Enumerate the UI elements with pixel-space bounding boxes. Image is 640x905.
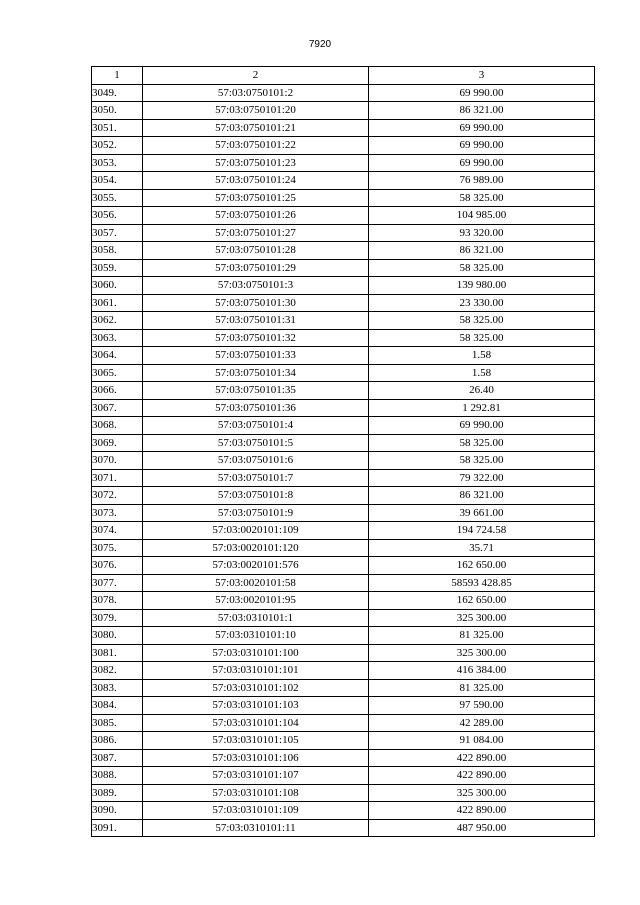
cadastral-value: 325 300.00 — [369, 609, 595, 627]
table-row — [92, 749, 595, 767]
table-row — [92, 399, 595, 417]
cadastral-value: 35.71 — [369, 539, 595, 557]
table-row — [92, 592, 595, 610]
cadastral-value: 325 300.00 — [369, 644, 595, 662]
row-number: 3076. — [92, 557, 143, 575]
row-number: 3077. — [92, 574, 143, 592]
row-number: 3067. — [92, 399, 143, 417]
cadastral-number: 57:03:0310101:103 — [143, 697, 369, 715]
table-row — [92, 294, 595, 312]
cadastral-number: 57:03:0750101:29 — [143, 259, 369, 277]
table-row — [92, 277, 595, 295]
table-row — [92, 119, 595, 137]
row-number: 3089. — [92, 784, 143, 802]
cadastral-number: 57:03:0310101:105 — [143, 732, 369, 750]
cadastral-number: 57:03:0750101:27 — [143, 224, 369, 242]
table-row — [92, 819, 595, 837]
cadastral-number: 57:03:0310101:1 — [143, 609, 369, 627]
cadastral-value: 325 300.00 — [369, 784, 595, 802]
cadastral-number: 57:03:0310101:11 — [143, 819, 369, 837]
table-row — [92, 137, 595, 155]
cadastral-number: 57:03:0750101:31 — [143, 312, 369, 330]
table-row — [92, 732, 595, 750]
row-number: 3071. — [92, 469, 143, 487]
table-row — [92, 557, 595, 575]
cadastral-number: 57:03:0750101:21 — [143, 119, 369, 137]
cadastral-value: 91 084.00 — [369, 732, 595, 750]
cadastral-number: 57:03:0310101:106 — [143, 749, 369, 767]
table-row — [92, 504, 595, 522]
cadastral-number: 57:03:0310101:102 — [143, 679, 369, 697]
row-number: 3079. — [92, 609, 143, 627]
row-number: 3073. — [92, 504, 143, 522]
cadastral-number: 57:03:0750101:5 — [143, 434, 369, 452]
cadastral-value: 69 990.00 — [369, 154, 595, 172]
cadastral-value: 58 325.00 — [369, 312, 595, 330]
cadastral-number: 57:03:0750101:23 — [143, 154, 369, 172]
cadastral-number: 57:03:0310101:10 — [143, 627, 369, 645]
cadastral-number: 57:03:0750101:28 — [143, 242, 369, 260]
cadastral-value: 86 321.00 — [369, 102, 595, 120]
cadastral-number: 57:03:0310101:109 — [143, 802, 369, 820]
table-body — [92, 84, 595, 837]
cadastral-value: 93 320.00 — [369, 224, 595, 242]
cadastral-value: 422 890.00 — [369, 749, 595, 767]
cadastral-value: 81 325.00 — [369, 627, 595, 645]
table-row — [92, 312, 595, 330]
cadastral-value: 69 990.00 — [369, 119, 595, 137]
cadastral-value: 162 650.00 — [369, 592, 595, 610]
row-number: 3090. — [92, 802, 143, 820]
cadastral-value: 58 325.00 — [369, 259, 595, 277]
table-row — [92, 207, 595, 225]
cadastral-value: 97 590.00 — [369, 697, 595, 715]
cadastral-value: 69 990.00 — [369, 137, 595, 155]
cadastral-value: 58 325.00 — [369, 189, 595, 207]
cadastral-number: 57:03:0750101:26 — [143, 207, 369, 225]
table-header — [92, 67, 595, 85]
row-number: 3054. — [92, 172, 143, 190]
cadastral-value: 86 321.00 — [369, 487, 595, 505]
cadastral-value: 1.58 — [369, 364, 595, 382]
row-number: 3072. — [92, 487, 143, 505]
cadastral-number: 57:03:0750101:34 — [143, 364, 369, 382]
row-number: 3063. — [92, 329, 143, 347]
cadastral-number: 57:03:0020101:120 — [143, 539, 369, 557]
table-row — [92, 522, 595, 540]
table-row — [92, 417, 595, 435]
cadastral-value: 162 650.00 — [369, 557, 595, 575]
cadastral-value: 422 890.00 — [369, 767, 595, 785]
row-number: 3056. — [92, 207, 143, 225]
cadastral-value: 58 325.00 — [369, 434, 595, 452]
table-row — [92, 84, 595, 102]
table-row — [92, 189, 595, 207]
cadastral-number: 57:03:0750101:36 — [143, 399, 369, 417]
cadastral-value: 1 292.81 — [369, 399, 595, 417]
cadastral-number: 57:03:0750101:2 — [143, 84, 369, 102]
column-header-2: 2 — [143, 67, 369, 85]
table-row — [92, 539, 595, 557]
row-number: 3084. — [92, 697, 143, 715]
cadastral-number: 57:03:0020101:58 — [143, 574, 369, 592]
table-row — [92, 784, 595, 802]
row-number: 3052. — [92, 137, 143, 155]
row-number: 3055. — [92, 189, 143, 207]
table-row — [92, 364, 595, 382]
cadastral-number: 57:03:0750101:3 — [143, 277, 369, 295]
cadastral-number: 57:03:0750101:33 — [143, 347, 369, 365]
table-row — [92, 434, 595, 452]
cadastral-value: 58 325.00 — [369, 452, 595, 470]
row-number: 3086. — [92, 732, 143, 750]
row-number: 3091. — [92, 819, 143, 837]
table-row — [92, 662, 595, 680]
cadastral-value: 58593 428.85 — [369, 574, 595, 592]
cadastral-number: 57:03:0750101:9 — [143, 504, 369, 522]
cadastral-number: 57:03:0310101:104 — [143, 714, 369, 732]
page-number: 7920 — [308, 39, 332, 50]
table-row — [92, 679, 595, 697]
row-number: 3083. — [92, 679, 143, 697]
row-number: 3057. — [92, 224, 143, 242]
table-row — [92, 469, 595, 487]
row-number: 3078. — [92, 592, 143, 610]
row-number: 3085. — [92, 714, 143, 732]
cadastral-value: 416 384.00 — [369, 662, 595, 680]
column-header-1: 1 — [92, 67, 143, 85]
cadastral-value: 69 990.00 — [369, 417, 595, 435]
cadastral-value: 81 325.00 — [369, 679, 595, 697]
cadastral-number: 57:03:0750101:8 — [143, 487, 369, 505]
table-row — [92, 102, 595, 120]
row-number: 3082. — [92, 662, 143, 680]
cadastral-number: 57:03:0020101:95 — [143, 592, 369, 610]
row-number: 3066. — [92, 382, 143, 400]
row-number: 3080. — [92, 627, 143, 645]
cadastral-number: 57:03:0750101:24 — [143, 172, 369, 190]
row-number: 3058. — [92, 242, 143, 260]
row-number: 3064. — [92, 347, 143, 365]
table-row — [92, 697, 595, 715]
cadastral-value: 194 724.58 — [369, 522, 595, 540]
cadastral-value: 69 990.00 — [369, 84, 595, 102]
cadastral-number: 57:03:0750101:7 — [143, 469, 369, 487]
cadastral-value: 58 325.00 — [369, 329, 595, 347]
row-number: 3049. — [92, 84, 143, 102]
row-number: 3088. — [92, 767, 143, 785]
cadastral-number: 57:03:0020101:576 — [143, 557, 369, 575]
table-row — [92, 487, 595, 505]
table-row — [92, 644, 595, 662]
cadastral-value: 76 989.00 — [369, 172, 595, 190]
cadastral-number: 57:03:0020101:109 — [143, 522, 369, 540]
cadastral-number: 57:03:0750101:4 — [143, 417, 369, 435]
table-row — [92, 802, 595, 820]
cadastral-value: 104 985.00 — [369, 207, 595, 225]
cadastral-value: 39 661.00 — [369, 504, 595, 522]
cadastral-number: 57:03:0750101:32 — [143, 329, 369, 347]
table-row — [92, 329, 595, 347]
row-number: 3065. — [92, 364, 143, 382]
table-row — [92, 224, 595, 242]
row-number: 3070. — [92, 452, 143, 470]
column-header-3: 3 — [369, 67, 595, 85]
table-row — [92, 347, 595, 365]
row-number: 3068. — [92, 417, 143, 435]
table-row — [92, 172, 595, 190]
row-number: 3061. — [92, 294, 143, 312]
cadastral-value: 26.40 — [369, 382, 595, 400]
cadastral-number: 57:03:0310101:101 — [143, 662, 369, 680]
table-row — [92, 574, 595, 592]
cadastral-number: 57:03:0750101:25 — [143, 189, 369, 207]
cadastral-value: 422 890.00 — [369, 802, 595, 820]
cadastral-value: 1.58 — [369, 347, 595, 365]
cadastral-number: 57:03:0310101:107 — [143, 767, 369, 785]
table-row — [92, 714, 595, 732]
cadastral-value: 139 980.00 — [369, 277, 595, 295]
cadastral-value: 79 322.00 — [369, 469, 595, 487]
table-row — [92, 767, 595, 785]
row-number: 3051. — [92, 119, 143, 137]
row-number: 3074. — [92, 522, 143, 540]
table-row — [92, 382, 595, 400]
table-row — [92, 609, 595, 627]
cadastral-value: 487 950.00 — [369, 819, 595, 837]
row-number: 3060. — [92, 277, 143, 295]
row-number: 3050. — [92, 102, 143, 120]
table-row — [92, 259, 595, 277]
row-number: 3059. — [92, 259, 143, 277]
table-row — [92, 627, 595, 645]
row-number: 3069. — [92, 434, 143, 452]
table-row — [92, 242, 595, 260]
cadastral-number: 57:03:0750101:30 — [143, 294, 369, 312]
cadastral-value: 23 330.00 — [369, 294, 595, 312]
table-row — [92, 154, 595, 172]
row-number: 3075. — [92, 539, 143, 557]
row-number: 3053. — [92, 154, 143, 172]
row-number: 3062. — [92, 312, 143, 330]
registry-table — [91, 66, 595, 837]
cadastral-value: 42 289.00 — [369, 714, 595, 732]
cadastral-number: 57:03:0310101:100 — [143, 644, 369, 662]
cadastral-number: 57:03:0750101:22 — [143, 137, 369, 155]
cadastral-number: 57:03:0750101:35 — [143, 382, 369, 400]
cadastral-number: 57:03:0750101:6 — [143, 452, 369, 470]
table-row — [92, 452, 595, 470]
row-number: 3087. — [92, 749, 143, 767]
cadastral-number: 57:03:0750101:20 — [143, 102, 369, 120]
cadastral-value: 86 321.00 — [369, 242, 595, 260]
header-row — [92, 67, 595, 85]
row-number: 3081. — [92, 644, 143, 662]
cadastral-number: 57:03:0310101:108 — [143, 784, 369, 802]
